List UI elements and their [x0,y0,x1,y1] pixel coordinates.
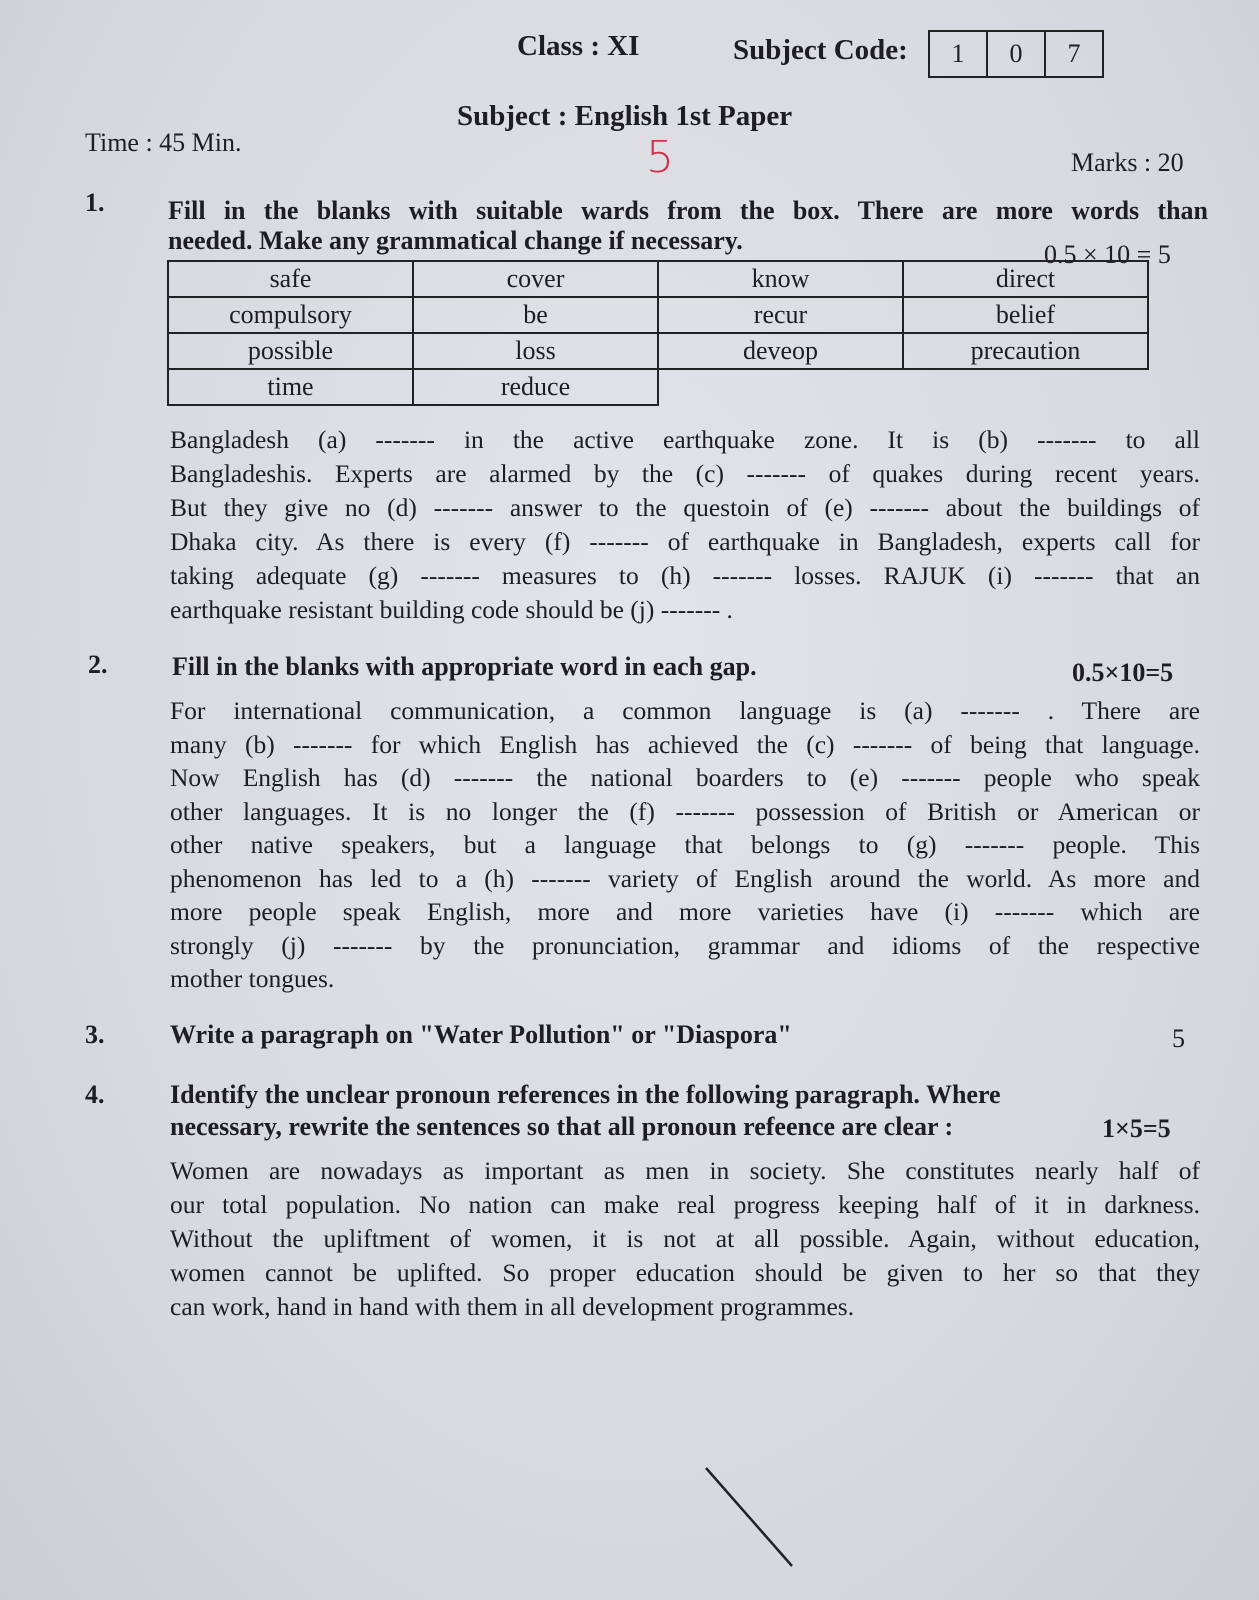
question-instruction: needed. Make any grammatical change if necessary. [168,226,743,255]
passage-line: Dhaka city. As there is every (f) ------- of earthquake in Bangladesh, experts call for [170,527,1200,556]
passage-line: taking adequate (g) ------- measures to (h) ------- losses. RAJUK (i) ------- that an [170,561,1200,590]
question-number: 2. [88,650,108,679]
question-number: 1. [85,188,105,217]
passage-line: Bangladeshis. Experts are alarmed by the (c) ------- of quakes during recent years. [170,459,1200,488]
subject-code-digit: 0 [988,32,1046,76]
question-marks: 5 [1172,1024,1185,1053]
passage-line: For international communication, a common language is (a) ------- . There are [170,696,1200,725]
passage-line: can work, hand in hand with them in all development programmes. [170,1292,855,1321]
passage-line: strongly (j) ------- by the pronunciation, grammar and idioms of the respective [170,930,1200,960]
word-cell: belief [903,297,1148,333]
word-cell: deveop [658,333,903,369]
passage-line: many (b) ------- for which English has achieved the (c) ------- of being that language. [170,729,1200,759]
word-cell: cover [413,261,658,297]
passage-line: Without the upliftment of women, it is not at all possible. Again, without education, [170,1224,1200,1253]
passage-line: mother tongues. [170,964,335,993]
word-cell: time [168,369,413,405]
question-instruction: necessary, rewrite the sentences so that all pronoun refeence are clear : [170,1112,954,1141]
word-cell: direct [903,261,1148,297]
passage-line: Women are nowadays as important as men in society. She constitutes nearly half of [170,1156,1200,1185]
subject-code-digit: 1 [930,32,988,76]
word-cell: know [658,261,903,297]
question-marks: 0.5 × 10 = 5 [1044,240,1171,269]
subject-code-digit: 7 [1067,39,1081,68]
handwritten-score: 5 [646,132,674,183]
question-instruction: Fill in the blanks with suitable wards from the box. There are more words than [168,196,1208,225]
question-instruction: Identify the unclear pronoun references in the following paragraph. Where [170,1080,1001,1109]
pen-line [706,1468,792,1566]
question-marks: 0.5×10=5 [1072,658,1174,687]
word-cell: possible [168,333,413,369]
marks-label: Marks : 20 [1071,148,1184,177]
word-cell: precaution [903,333,1148,369]
word-cell: recur [658,297,903,333]
class-label: Class : XI [517,30,640,62]
question-number: 4. [85,1080,105,1109]
passage-line: Now English has (d) ------- the national boarders to (e) ------- people who speak [170,763,1200,792]
word-cell: compulsory [168,297,413,333]
passage-line: other languages. It is no longer the (f) ------- possession of British or American or [170,796,1200,826]
question-marks: 1×5=5 [1102,1114,1171,1143]
passage-line: other native speakers, but a language that belongs to (g) ------- people. This [170,830,1200,859]
passage-line: our total population. No nation can make real progress keeping half of it in darkness. [170,1190,1200,1219]
passage-line: women cannot be uplifted. So proper education should be given to her so that they [170,1258,1200,1287]
passage-line: Bangladesh (a) ------- in the active earthquake zone. It is (b) ------- to all [170,425,1200,454]
word-cell: safe [168,261,413,297]
subject-title: Subject : English 1st Paper [457,100,793,132]
passage-line: phenomenon has led to a (h) ------- variety of English around the world. As more and [170,863,1200,893]
word-cell: be [413,297,658,333]
passage-line: earthquake resistant building code should be (j) ------- . [170,595,733,624]
word-cell: reduce [413,369,658,405]
question-instruction: Fill in the blanks with appropriate word in each gap. [172,652,757,681]
subject-code-label: Subject Code: [733,34,908,66]
passage-line: more people speak English, more and more varieties have (i) ------- which are [170,897,1200,926]
question-number: 3. [85,1020,105,1049]
question-instruction: Write a paragraph on "Water Pollution" or "Diaspora" [170,1020,792,1049]
passage-line: But they give no (d) ------- answer to the questoin of (e) ------- about the buildings of [170,493,1200,522]
time-label: Time : 45 Min. [85,128,242,157]
word-cell: loss [413,333,658,369]
